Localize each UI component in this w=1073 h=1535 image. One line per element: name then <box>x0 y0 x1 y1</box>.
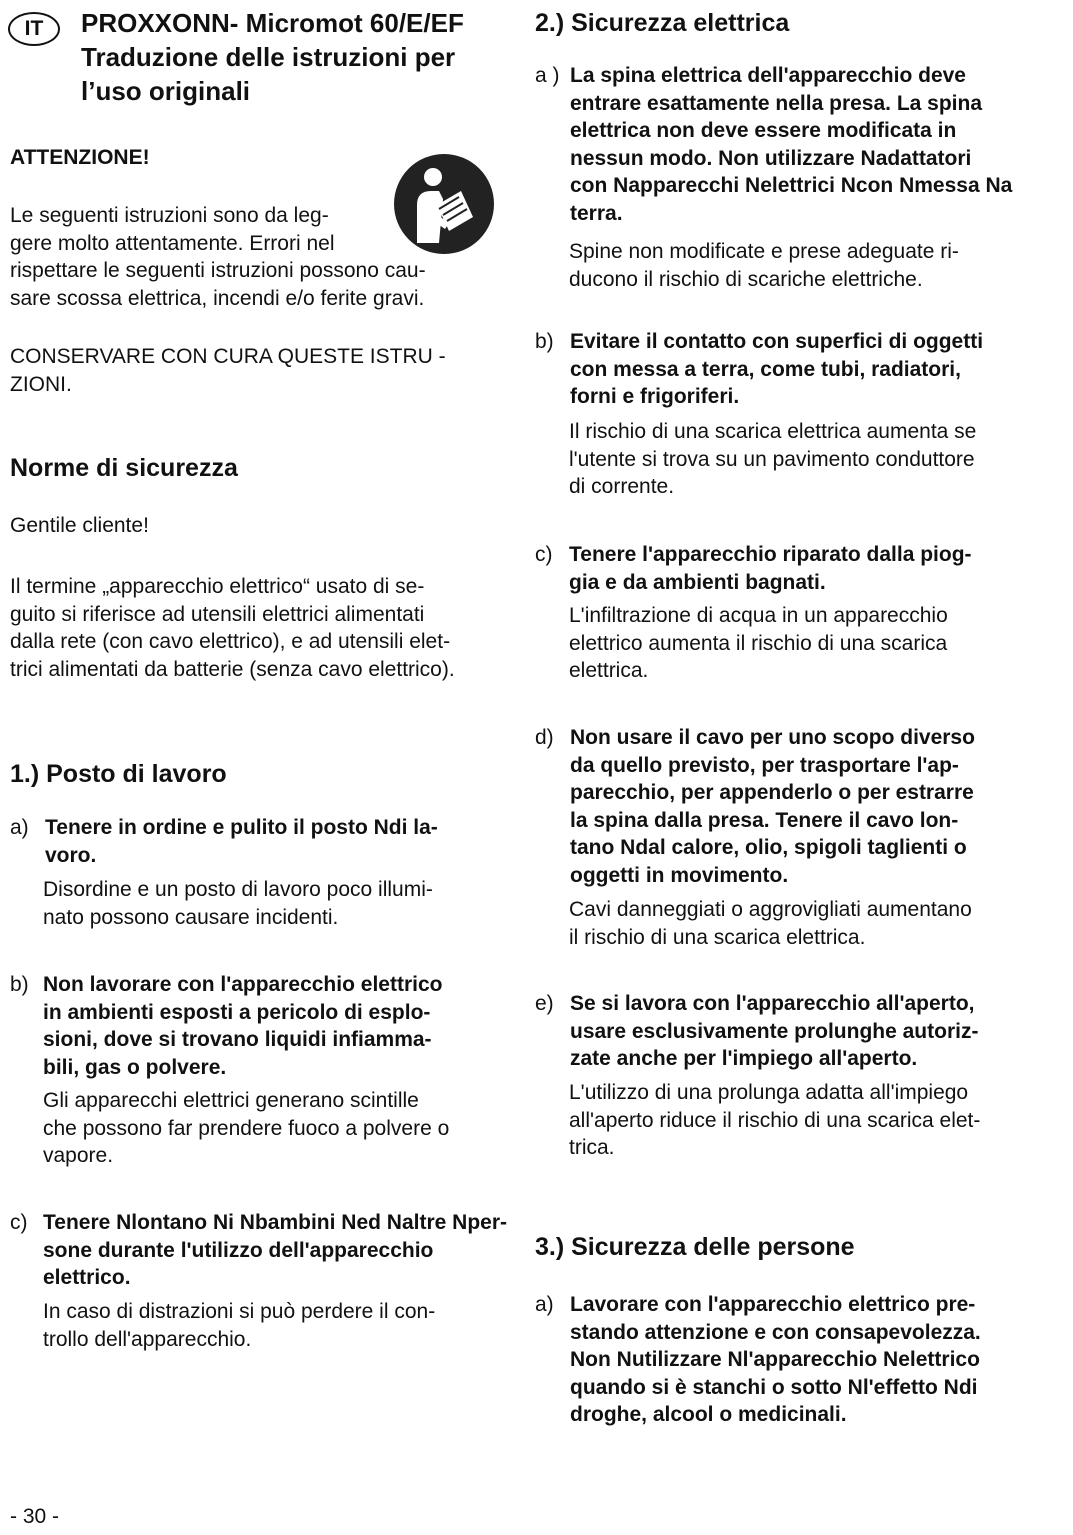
s2-e-text: L'utilizzo di una prolunga adatta all'impiego all'aperto riduce il rischio di una scarica elet- trica. <box>569 1081 981 1159</box>
s1-b-text: Gli apparecchi elettrici generano scintille che possono far prendere fuoco a polvere o vapore. <box>43 1089 450 1167</box>
s2-b-bold: Evitare il contatto con superfici di oggetti con messa a terra, come tubi, radiatori, forni e frigoriferi. <box>570 330 984 408</box>
s2-e-bold: Se si lavora con l'apparecchio all'aperto, usare esclusivamente prolunghe autoriz- zate anche per l'impiego all'aperto. <box>570 992 979 1070</box>
s2-d-bold: Non usare il cavo per uno scopo diverso da quello previsto, per trasportare l'ap- parecchio, per appenderlo o per estrarre la spina dalla presa. Tenere il cavo lon- tano Ndal calore, olio, spigoli taglienti o oggetti in movimento. <box>570 726 975 887</box>
s1-a-text: Disordine e un posto di lavoro poco illumi- nato possono causare incidenti. <box>43 878 433 929</box>
page-number: - 30 - <box>10 1505 60 1528</box>
s3-a-label: a) <box>535 1293 554 1316</box>
s2-c-text: L'infiltrazione di acqua in un apparecchio elettrico aumenta il rischio di una scarica elettrica. <box>569 604 948 682</box>
s2-c-label: c) <box>535 543 553 566</box>
s1-c-label: c) <box>10 1211 28 1234</box>
s2-a-label: a ) <box>535 64 560 87</box>
section-1-heading: 1.) Posto di lavoro <box>10 760 227 788</box>
s1-a-bold: Tenere in ordine e pulito il posto Ndi la- voro. <box>45 816 438 867</box>
s2-b-label: b) <box>535 330 554 353</box>
s2-c-bold: Tenere l'apparecchio riparato dalla piog- gia e da ambienti bagnati. <box>569 543 972 594</box>
s2-a-bold: La spina elettrica dell'apparecchio deve entrare esattamente nella presa. La spina elettrica non deve essere modificata in nessun modo. Non utilizzare Nadattatori con Napparecchi Nelettrici Ncon Nmessa Na terra. <box>570 64 1013 225</box>
keep-instructions: CONSERVARE CON CURA QUESTE ISTRU - ZIONI. <box>10 345 446 396</box>
norme-heading: Norme di sicurezza <box>10 454 238 482</box>
s2-e-label: e) <box>535 992 554 1015</box>
intro-text: Le seguenti istruzioni sono da leg- gere molto attentamente. Errori nel rispettare le seguenti istruzioni possono cau- sare scossa elettrica, incendi e/o ferite gravi. <box>10 204 426 310</box>
s2-d-label: d) <box>535 726 554 749</box>
s2-a-text: Spine non modificate e prese adeguate ri- ducono il rischio di scariche elettriche. <box>569 240 959 291</box>
s1-c-text: In caso di distrazioni si può perdere il con- trollo dell'apparecchio. <box>43 1300 436 1351</box>
s2-d-text: Cavi danneggiati o aggrovigliati aumentano il rischio di una scarica elettrica. <box>569 898 972 949</box>
s2-b-text: Il rischio di una scarica elettrica aumenta se l'utente si trova su un pavimento conduttore di corrente. <box>569 420 977 498</box>
s1-a-label: a) <box>10 816 29 839</box>
definition-text: Il termine „apparecchio elettrico“ usato di se- guito si riferisce ad utensili elettrici alimentati dalla rete (con cavo elettrico), e ad utensili elet- trici alimentati da batterie (senza cavo elettrico). <box>10 575 455 681</box>
section-2-heading: 2.) Sicurezza elettrica <box>535 9 790 37</box>
language-badge: IT <box>8 12 60 46</box>
s1-b-bold: Non lavorare con l'apparecchio elettrico in ambienti esposti a pericolo di esplo- sioni, dove si trovano liquidi infiamma- bili, gas o polvere. <box>43 973 443 1079</box>
document-title: PROXXONN- Micromot 60/E/EF Traduzione delle istruzioni per l’uso originali <box>81 8 464 106</box>
s1-c-bold: Tenere Nlontano Ni Nbambini Ned Naltre Nper- sone durante l'utilizzo dell'apparecchio elettrico. <box>43 1211 507 1289</box>
section-3-heading: 3.) Sicurezza delle persone <box>535 1233 855 1261</box>
attention-label: ATTENZIONE! <box>10 146 150 169</box>
s3-a-bold: Lavorare con l'apparecchio elettrico pre- stando attenzione e con consapevolezza. Non Nutilizzare Nl'apparecchio Nelettrico quando si è stanchi o sotto Nl'effetto Ndi droghe, alcool o medicinali. <box>570 1293 981 1426</box>
greeting: Gentile cliente! <box>10 514 149 537</box>
s1-b-label: b) <box>10 973 29 996</box>
read-manual-icon <box>393 153 495 255</box>
